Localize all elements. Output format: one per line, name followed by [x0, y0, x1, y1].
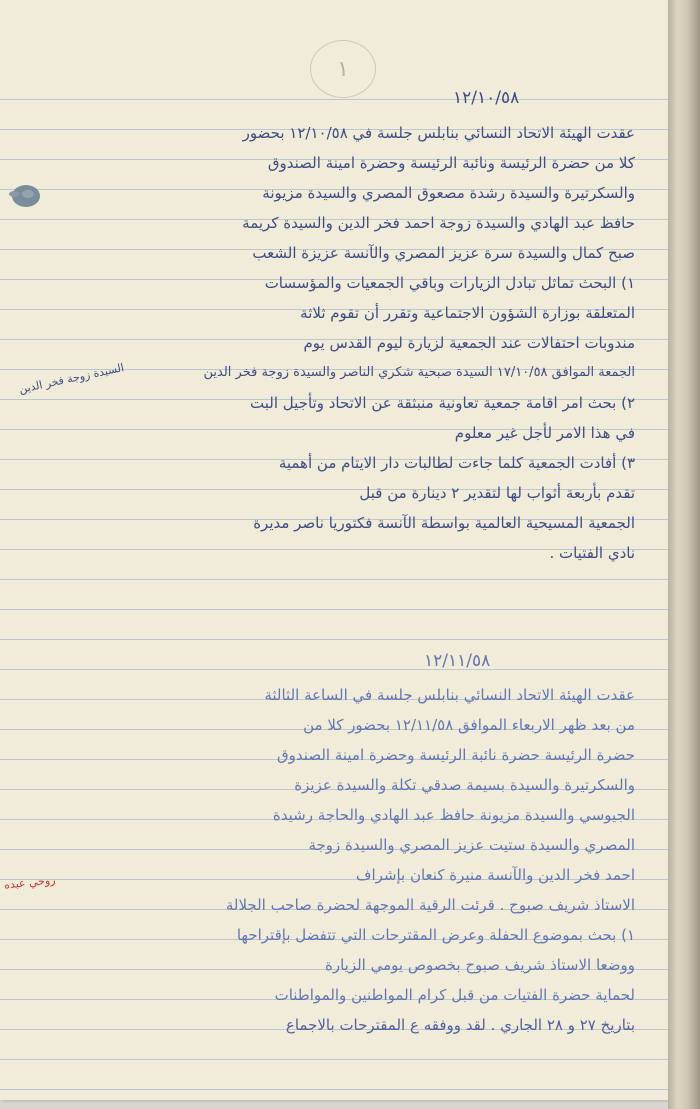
entry2-line: عقدت الهيئة الاتحاد النسائي بنابلس جلسة في الساعة الثالثة	[264, 686, 635, 704]
ink-blot-icon	[6, 182, 42, 210]
entry1-line: نادي الفتيات .	[549, 544, 635, 562]
margin-note-red: روحي عبده	[3, 873, 57, 892]
entry2-line: احمد فخر الدين والآنسة منيرة كنعان بإشراف	[355, 866, 635, 884]
entry2-line: الاستاذ شريف صبوح . قرئت الرقية الموجهة لحضرة صاحب الجلالة	[225, 896, 635, 914]
page-number: ١	[310, 40, 376, 98]
entry1-line: الجمعية المسيحية العالمية بواسطة الآنسة فكتوريا ناصر مديرة	[253, 514, 635, 532]
entry2-text	[40, 680, 635, 1040]
margin-note-blue: السيدة زوجة فخر الدين	[17, 361, 126, 396]
entry2-date: ١٢/١١/٥٨	[424, 651, 491, 671]
entry1-line: ٢) بحث امر اقامة جمعية تعاونية منبثقة عن الاتحاد وتأجيل البت	[250, 394, 635, 412]
entry1-line: في هذا الامر لأجل غير معلوم	[454, 424, 635, 442]
entry2-line: المصري والسيدة ستيت عزيز المصري والسيدة زوجة	[308, 836, 635, 854]
entry2-line: بتاريخ ٢٧ و ٢٨ الجاري . لقد ووفقه ع المقترحات بالاجماع	[285, 1016, 635, 1034]
entry2-line: حضرة الرئيسة حضرة نائبة الرئيسة وحضرة امينة الصندوق	[277, 746, 635, 764]
entry2-line: من بعد ظهر الاربعاء الموافق ١٢/١١/٥٨ بحضور كلا من	[303, 716, 635, 734]
entry2-line: الجيوسي والسيدة مزيونة حافظ عبد الهادي والحاجة رشيدة	[272, 806, 635, 824]
entry2-line: ووضعا الاستاذ شريف صبوح بخصوص يومي الزيارة	[324, 956, 635, 974]
entry1-line: ١) البحث تماثل تبادل الزيارات وباقي الجمعيات والمؤسسات	[264, 274, 635, 292]
entry1-line: كلا من حضرة الرئيسة ونائبة الرئيسة وحضرة امينة الصندوق	[267, 154, 635, 172]
entry1-line: الجمعة الموافق ١٧/١٠/٥٨ السيدة صبحية شكري الناصر والسيدة زوجة فخر الدين	[203, 365, 635, 380]
entry1-line: حافظ عبد الهادي والسيدة زوجة احمد فخر الدين والسيدة كريمة	[242, 214, 635, 232]
entry2-line: والسكرتيرة والسيدة بسيمة صدقي تكلة والسيدة عزيزة	[294, 776, 635, 794]
entry1-date: ١٢/١٠/٥٨	[453, 88, 520, 108]
entry2-line: ١) بحث بموضوع الحفلة وعرض المقترحات التي تتفضل بإقتراحها	[236, 926, 635, 944]
entry1-line: ٣) أفادت الجمعية كلما جاءت لطالبات دار الايتام من أهمية	[278, 454, 635, 472]
entry1-line: عقدت الهيئة الاتحاد النسائي بنابلس جلسة في ١٢/١٠/٥٨ بحضور	[242, 124, 635, 142]
entry1-line: صبح كمال والسيدة سرة عزيز المصري والآنسة عزيزة الشعب	[252, 244, 635, 262]
notebook-page-edge	[668, 0, 700, 1109]
entry1-line: تقدم بأربعة أثواب لها لتقدير ٢ دينارة من قبل	[359, 484, 635, 502]
entry1-line: مندوبات احتفالات عند الجمعية لزيارة ليوم القدس يوم	[303, 334, 635, 352]
entry1-line: والسكرتيرة والسيدة رشدة مصعوق المصري والسيدة مزيونة	[262, 184, 635, 202]
entry1-line: المتعلقة بوزارة الشؤون الاجتماعية وتقرر أن تقوم ثلاثة	[300, 304, 635, 322]
entry1-text	[40, 118, 635, 568]
entry2-line: لحماية حضرة الفتيات من قبل كرام المواطنين والمواطنات	[274, 986, 635, 1004]
